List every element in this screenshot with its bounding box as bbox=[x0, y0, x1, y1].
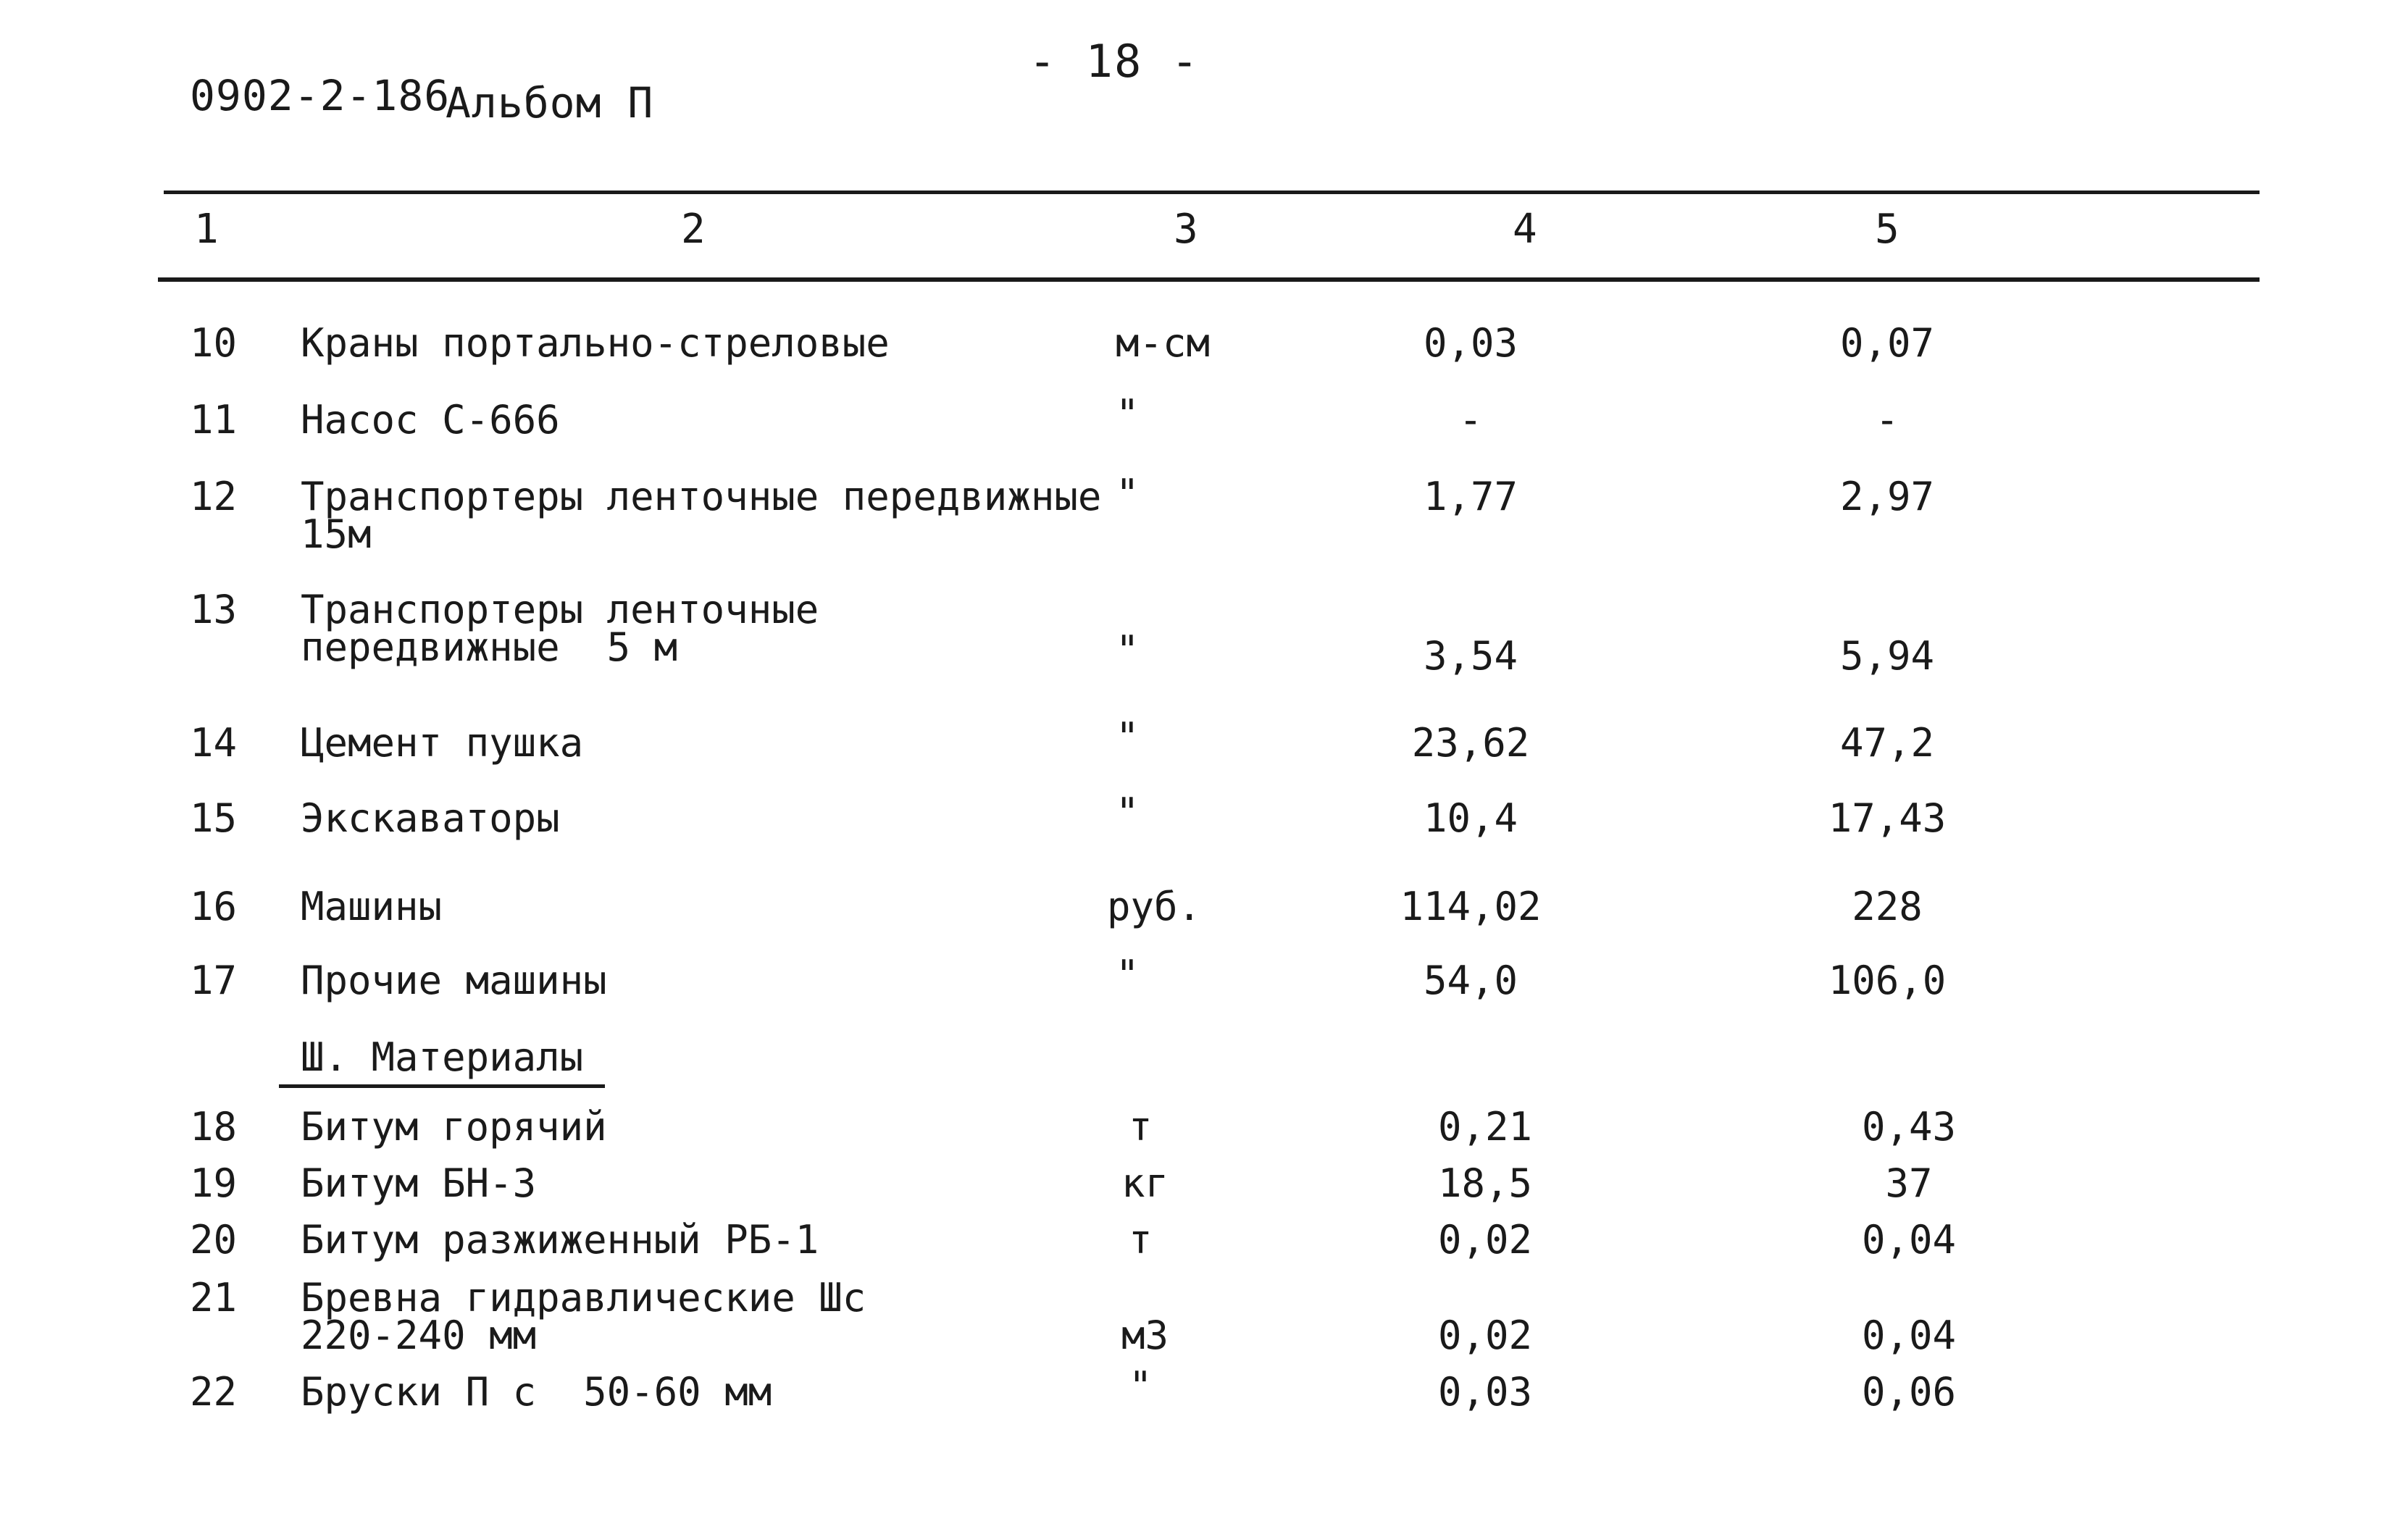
row-unit: " bbox=[1116, 790, 1140, 835]
column-header-3: 3 bbox=[1174, 206, 1198, 253]
row-value-4: 1,77 bbox=[1423, 474, 1518, 519]
row-value-4: 23,62 bbox=[1411, 720, 1530, 766]
row-number: 17 bbox=[190, 958, 238, 1003]
row-value-4: 0,02 bbox=[1437, 1217, 1533, 1263]
row-name: Бруски П с 50-60 мм bbox=[301, 1369, 772, 1415]
row-name: Прочие машины bbox=[301, 958, 607, 1003]
row-name: Краны портально-стреловые bbox=[301, 320, 890, 366]
row-value-5: - bbox=[1875, 397, 1899, 443]
row-value-4: - bbox=[1458, 397, 1483, 443]
row-number: 12 bbox=[190, 474, 238, 519]
column-header-5: 5 bbox=[1875, 206, 1899, 253]
album-label: Альбом П bbox=[446, 78, 654, 127]
row-value-4: 18,5 bbox=[1437, 1160, 1533, 1206]
row-unit: " bbox=[1116, 627, 1140, 673]
row-value-4: 0,21 bbox=[1437, 1104, 1533, 1150]
row-unit: руб. bbox=[1107, 884, 1202, 929]
row-unit: м-см bbox=[1116, 320, 1211, 366]
row-name: Экскаваторы bbox=[301, 795, 560, 841]
row-value-4: 0,03 bbox=[1437, 1369, 1533, 1415]
row-unit: т bbox=[1129, 1104, 1153, 1150]
document-code: 0902-2-186 bbox=[190, 71, 451, 120]
row-value-4: 54,0 bbox=[1423, 958, 1518, 1003]
row-value-4: 0,02 bbox=[1437, 1313, 1533, 1358]
row-value-5: 0,07 bbox=[1839, 320, 1935, 366]
section-title-materials: Ш. Материалы bbox=[279, 1034, 605, 1088]
row-number: 15 bbox=[190, 795, 238, 841]
row-number: 18 bbox=[190, 1104, 238, 1150]
row-value-5: 37 bbox=[1885, 1160, 1933, 1206]
row-value-5: 228 bbox=[1852, 884, 1923, 929]
row-unit: " bbox=[1116, 714, 1140, 760]
row-name: Битум БН-3 bbox=[301, 1160, 537, 1206]
row-number: 10 bbox=[190, 320, 238, 366]
table-top-rule bbox=[164, 191, 2260, 194]
row-number: 19 bbox=[190, 1160, 238, 1206]
row-name: Битум горячий bbox=[301, 1104, 607, 1150]
row-name: Машины bbox=[301, 884, 443, 929]
row-number: 22 bbox=[190, 1369, 238, 1415]
row-unit: м3 bbox=[1121, 1313, 1169, 1358]
row-unit: " bbox=[1116, 471, 1140, 516]
row-value-5: 106,0 bbox=[1828, 958, 1947, 1003]
row-value-4: 10,4 bbox=[1423, 795, 1518, 841]
row-value-5: 0,04 bbox=[1861, 1217, 1957, 1263]
row-value-4: 0,03 bbox=[1423, 320, 1518, 366]
column-header-4: 4 bbox=[1513, 206, 1537, 253]
row-unit: т bbox=[1129, 1217, 1153, 1263]
column-header-2: 2 bbox=[681, 206, 706, 253]
row-number: 11 bbox=[190, 397, 238, 443]
row-value-5: 0,43 bbox=[1861, 1104, 1957, 1150]
row-number: 20 bbox=[190, 1217, 238, 1263]
row-value-5: 47,2 bbox=[1839, 720, 1935, 766]
row-value-4: 114,02 bbox=[1400, 884, 1542, 929]
row-value-5: 17,43 bbox=[1828, 795, 1947, 841]
row-value-4: 3,54 bbox=[1423, 633, 1518, 679]
row-number: 21 bbox=[190, 1275, 238, 1321]
row-number: 13 bbox=[190, 587, 238, 632]
table-header-rule bbox=[158, 277, 2260, 282]
row-value-5: 2,97 bbox=[1839, 474, 1935, 519]
row-number: 14 bbox=[190, 720, 238, 766]
column-header-1: 1 bbox=[194, 206, 219, 253]
row-unit: " bbox=[1116, 391, 1140, 437]
page-number: - 18 - bbox=[1029, 35, 1200, 88]
row-unit: " bbox=[1116, 952, 1140, 997]
row-name: Транспортеры ленточные передвижные 15м bbox=[301, 474, 1102, 557]
row-value-5: 0,04 bbox=[1861, 1313, 1957, 1358]
row-name: Насос С-666 bbox=[301, 397, 560, 443]
row-unit: кг bbox=[1121, 1160, 1169, 1206]
row-name: Бревна гидравлические Шс 220-240 мм bbox=[301, 1275, 866, 1358]
row-number: 16 bbox=[190, 884, 238, 929]
row-name: Битум разжиженный РБ-1 bbox=[301, 1217, 819, 1263]
row-value-5: 0,06 bbox=[1861, 1369, 1957, 1415]
row-name: Транспортеры ленточные передвижные 5 м bbox=[301, 587, 819, 670]
row-unit: " bbox=[1129, 1363, 1153, 1409]
row-value-5: 5,94 bbox=[1839, 633, 1935, 679]
row-name: Цемент пушка bbox=[301, 720, 584, 766]
